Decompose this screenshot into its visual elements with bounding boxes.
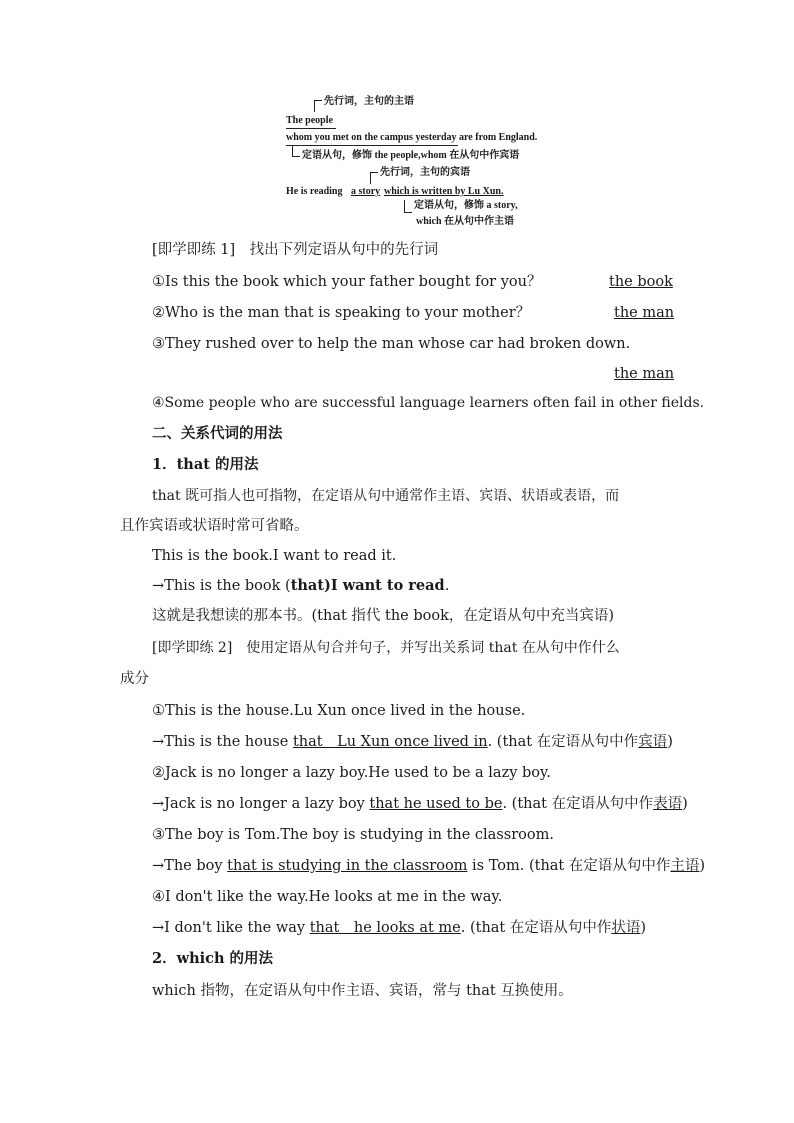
answer-mid: . (that 在定语从句中作: [460, 920, 612, 936]
answer-mid: . (that 在定语从句中作: [487, 734, 639, 750]
diagram-mid-label: 先行词，主句的宾语: [380, 167, 470, 178]
diagram-connector: [314, 100, 315, 112]
diagram-sentence2-c: which is written by Lu Xun.: [384, 186, 504, 197]
practice1-answer-3: the man: [614, 366, 675, 382]
answer-role: 主语: [670, 858, 700, 874]
practice2-question-3: ③The boy is Tom.The boy is studying in the classroom.: [152, 827, 554, 843]
diagram-connector: [292, 146, 293, 156]
answer-pre: →I don't like the way: [152, 920, 310, 936]
diagram-sentence2-a: He is reading: [286, 186, 343, 197]
practice1-item-2: ②Who is the man that is speaking to your mother？: [152, 305, 531, 321]
practice2-title: 成分: [120, 671, 149, 687]
diagram-connector: [370, 172, 371, 184]
example-translation: 这就是我想读的那本书。(that 指代 the book，在定语从句中充当宾语): [152, 608, 615, 624]
diagram-sentence2-b: a story: [351, 186, 381, 197]
diagram-sentence1: whom you met on the campus yesterday are from England.: [286, 132, 538, 143]
diagram-connector: [370, 172, 378, 173]
answer-role: 表语: [653, 796, 683, 812]
practice2-answer-1: [152, 732, 673, 752]
answer-mid: is Tom. (that 在定语从句中作: [467, 858, 671, 874]
answer-post: ): [640, 920, 647, 936]
practice1-item-1: ①Is this the book which your father bought for you？: [152, 274, 542, 290]
diagram-connector: [292, 156, 300, 157]
diagram-connector: [314, 100, 322, 101]
example-bold: that)I want to read: [290, 577, 445, 594]
subsection-heading: 2．which 的用法: [152, 950, 274, 967]
answer-role: 状语: [611, 920, 641, 936]
answer-post: ): [667, 734, 673, 750]
practice2-question-1: ①This is the house.Lu Xun once lived in the house.: [152, 703, 526, 719]
diagram-connector: [404, 200, 405, 212]
paragraph-line: which 指物，在定语从句中作主语、宾语，常与 that 互换使用。: [152, 983, 573, 999]
practice2-answer-3: [152, 856, 705, 876]
diagram-sentence2-note1: 定语从句，修饰 a story,: [414, 200, 518, 211]
answer-post: ): [682, 796, 688, 812]
example-post: .: [444, 578, 450, 594]
paragraph-line: 且作宾语或状语时常可省略。: [120, 518, 309, 534]
practice1-answer-1: the book: [609, 274, 673, 290]
answer-mid: . (that 在定语从句中作: [502, 796, 654, 812]
answer-pre: →Jack is no longer a lazy boy: [152, 796, 370, 812]
practice1-item-3: ③They rushed over to help the man whose car had broken down.: [152, 336, 631, 352]
subsection-heading: 1．that 的用法: [152, 456, 259, 473]
practice1-title: [即学即练 1] 找出下列定语从句中的先行词: [152, 242, 439, 258]
diagram-connector: [404, 212, 412, 213]
answer-blank: that Lu Xun once lived in: [292, 734, 488, 750]
answer-blank: that he used to be: [369, 796, 503, 812]
answer-blank: that he looks at me: [309, 920, 461, 936]
answer-blank: that is studying in the classroom: [227, 858, 468, 874]
example-sentence: This is the book.I want to read it.: [152, 548, 397, 564]
answer-pre: →The boy: [152, 858, 228, 874]
diagram-underline: [286, 145, 458, 146]
diagram-sentence1-note: 定语从句，修饰 the people,whom 在从句中作宾语: [302, 150, 520, 161]
diagram-sentence2-note2: which 在从句中作主语: [416, 216, 515, 227]
diagram-people: The people: [286, 115, 333, 126]
section-heading: 二、关系代词的用法: [152, 425, 283, 442]
diagram-underline: [286, 128, 336, 129]
diagram-top-label: 先行词，主句的主语: [324, 96, 414, 107]
answer-post: ): [699, 858, 706, 874]
example-sentence: [152, 576, 449, 596]
practice2-answer-2: [152, 794, 688, 814]
practice2-question-4: ④I don't like the way.He looks at me in the way.: [152, 889, 503, 905]
example-pre: →This is the book (: [152, 578, 291, 594]
practice1-item-4: ④Some people who are successful language learners often fail in other fields.: [152, 395, 705, 411]
answer-pre: →This is the house: [152, 734, 293, 750]
answer-role: 宾语: [638, 734, 668, 750]
practice2-title: [即学即练 2] 使用定语从句合并句子，并写出关系词 that 在从句中作什么: [152, 640, 620, 656]
practice1-answer-2: the man: [614, 305, 675, 321]
practice2-answer-4: [152, 918, 646, 938]
practice2-question-2: ②Jack is no longer a lazy boy.He used to be a lazy boy.: [152, 765, 551, 781]
paragraph-line: that 既可指人也可指物，在定语从句中通常作主语、宾语、状语或表语，而: [152, 488, 620, 504]
